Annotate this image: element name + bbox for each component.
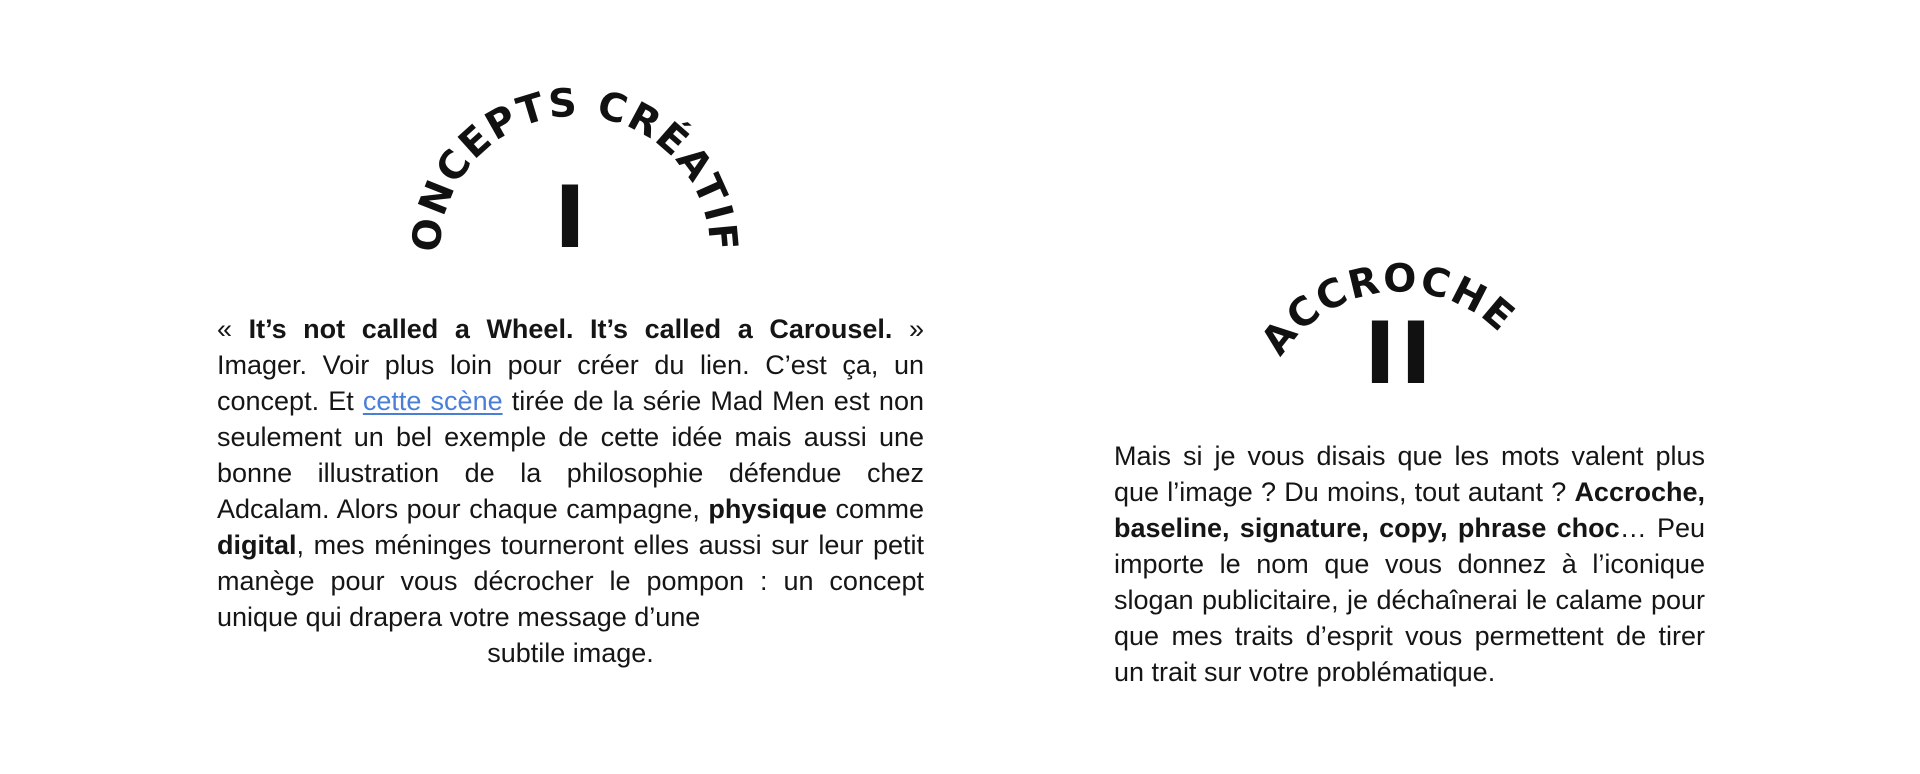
bold-accroche-list: Accroche, baseline, signature, copy, phrase choc — [1114, 477, 1705, 543]
quote-open: « — [217, 314, 249, 344]
section-1-numeral: I — [554, 168, 586, 268]
section-2-numeral: II — [1364, 304, 1436, 404]
section-2-paragraph — [1114, 438, 1705, 690]
section-2-text-part-2: … Peu importe le nom que vous donnez à l’iconique slogan publicitaire, je déchaînerai le calame pour que mes traits d’esprit vous permettent de tirer un trait sur votre problématique. — [1114, 513, 1705, 687]
section-1-arc-title-text: CONCEPTS CRÉATIFS — [384, 20, 746, 255]
section-1-paragraph — [217, 311, 924, 671]
section-1-text-part-1: Imager. Voir plus loin pour créer du lien. C’est ça, un concept. Et — [217, 350, 924, 416]
quote-text: It’s not called a Wheel. It’s called a Carousel. — [248, 314, 893, 344]
cette-scene-link[interactable]: cette scène — [362, 386, 503, 416]
section-1-text-part-4: , mes méninges tourneront elles aussi sur leur petit manège pour vous décrocher le pompon : un concept unique qui drapera votre message d’une — [217, 530, 924, 632]
bold-digital: digital — [217, 530, 297, 560]
section-2-text-part-1: Mais si je vous disais que les mots valent plus que l’image ? Du moins, tout autant ? — [1114, 441, 1705, 507]
section-accroches — [960, 0, 1920, 774]
section-1-last-line: subtile image. — [487, 638, 654, 668]
section-1-text-part-2: tirée de la série Mad Men est non seulement un bel exemple de cette idée mais aussi une bonne illustration de la philosophie défendue chez Adcalam. Alors pour chaque campagne, — [217, 386, 924, 524]
bold-physique: physique — [708, 494, 827, 524]
quote-close: » — [892, 314, 924, 344]
section-2-arc-title-text: ACCROCHES — [1252, 205, 1524, 364]
section-1-text-part-3: comme — [826, 494, 924, 524]
